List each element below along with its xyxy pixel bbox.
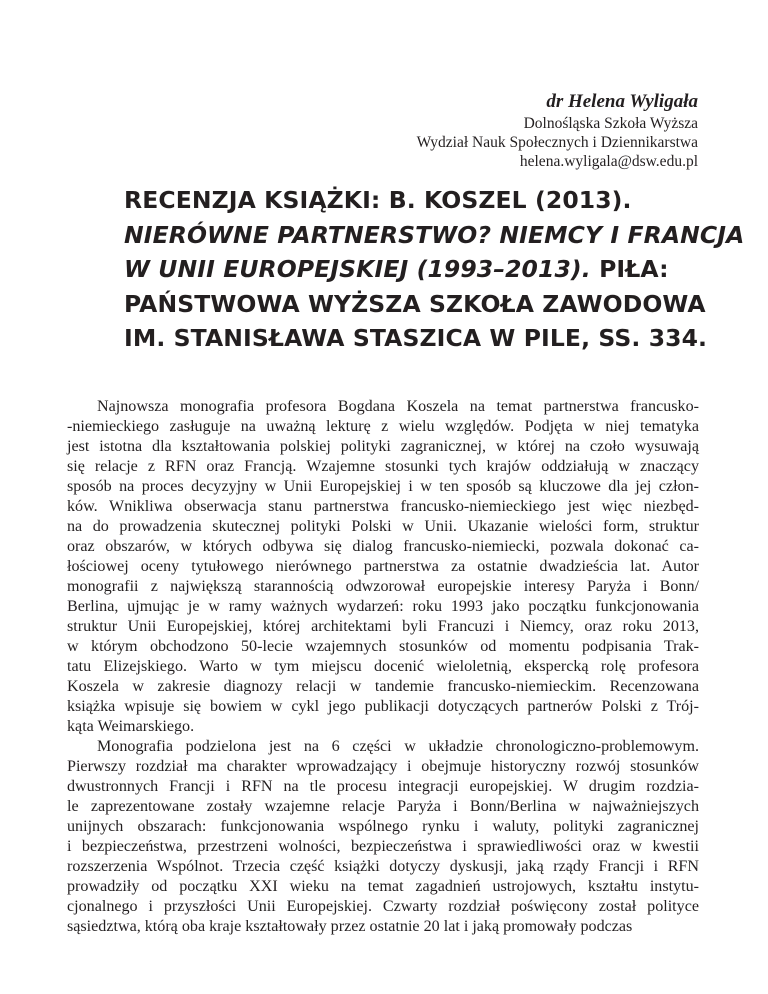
body-line: -niemieckiego zasługuje na uważną lekturę z wielu względów. Podjęta w niej tematyka: [67, 418, 699, 435]
paragraph-2: [67, 737, 699, 937]
paragraph-1: [67, 397, 699, 737]
body-line: jest istotna dla kształtowania polskiej polityki zagranicznej, w której na czoło wysuwają: [67, 438, 699, 455]
body-line: się relacje z RFN oraz Francją. Wzajemne stosunki tych krajów oddziałują w znaczący: [67, 458, 699, 475]
body-line: cjonalnego i przyszłości Unii Europejskiej. Czwarty rozdział poświęcony został polityce: [67, 898, 699, 915]
body-line: Koszela w zakresie diagnozy relacji w tandemie francusko-niemieckim. Recenzowana: [67, 678, 699, 695]
body-line: struktur Unii Europejskiej, której architektami byli Francuzi i Niemcy, oraz roku 2013,: [67, 618, 699, 635]
body-line: tatu Elizejskiego. Warto w tym miejscu docenić wieloletnią, ekspercką rolę profesora: [67, 658, 699, 675]
body-line: sąsiedztwa, którą oba kraje kształtowały przez ostatnie 20 lat i jaką promowały podczas: [67, 918, 633, 935]
body-line: rozszerzenia Wspólnot. Trzecia część książki dotyczy dyskusji, jaką rządy Francji i RFN: [67, 858, 699, 875]
body-line: ków. Wnikliwa obserwacja stanu partnerstwa francusko-niemieckiego jest więc niezbęd-: [67, 498, 699, 515]
affiliation-faculty: Wydział Nauk Społecznych i Dziennikarstwa: [416, 134, 698, 151]
body-line: Najnowsza monografia profesora Bogdana Koszela na temat partnerstwa francusko-: [97, 398, 699, 415]
title-line: RECENZJA KSIĄŻKI: B. KOSZEL (2013).: [124, 186, 632, 214]
body-line: na do prowadzenia skutecznej polityki Polski w Unii. Ukazanie wielości form, struktur: [67, 518, 699, 535]
body-line: unijnych obszarach: funkcjonowania wspólnego rynku i waluty, polityki zagranicznej: [67, 818, 699, 835]
body-line: oraz obszarów, w których odbywa się dialog francusko-niemiecki, pozwala dokonać ca-: [67, 538, 699, 555]
body-line: Berlina, ujmując je w ramy ważnych wydarzeń: roku 1993 jako początku funkcjonowania: [67, 598, 699, 615]
body-line: Pierwszy rozdział ma charakter wprowadzający i obejmuje historyczny rozwój stosunków: [67, 758, 699, 775]
title-line: PAŃSTWOWA WYŻSZA SZKOŁA ZAWODOWA: [124, 289, 706, 318]
body-text: [67, 397, 699, 937]
body-line: w którym obchodzono 50-lecie wzajemnych stosunków od momentu podpisania Trak-: [67, 638, 699, 655]
body-line: kąta Weimarskiego.: [67, 718, 195, 735]
body-line: książka wpisuje się bowiem w cykl jego publikacji dotyczących partnerów Polski z Trój-: [67, 698, 699, 715]
review-title: [124, 183, 745, 356]
author-name: dr Helena Wyligała: [546, 91, 698, 112]
title-line-book: NIERÓWNE PARTNERSTWO? NIEMCY I FRANCJA: [124, 220, 745, 249]
body-line: Monografia podzielona jest na 6 części w układzie chronologiczno-problemowym.: [97, 738, 699, 755]
author-email: helena.wyligala@dsw.edu.pl: [519, 153, 698, 170]
body-line: le zaprezentowane zostały wzajemne relacje Paryża i Bonn/Berlina w najważniejszych: [67, 798, 699, 815]
body-line: łościowej oceny tytułowego nierównego partnerstwa za ostatnie dwadzieścia lat. Autor: [67, 558, 699, 575]
title-publisher-part: PIŁA:: [590, 255, 669, 283]
body-line: prowadziły od początku XXI wieku na temat zagadnień ustrojowych, kształtu instytu-: [67, 878, 699, 895]
title-book-part: W UNII EUROPEJSKIEJ (1993–2013).: [124, 255, 591, 283]
title-line: IM. STANISŁAWA STASZICA W PILE, SS. 334.: [124, 324, 708, 352]
author-block: [417, 90, 698, 171]
affiliation-institution: Dolnośląska Szkoła Wyższa: [523, 115, 698, 132]
body-line: monografii z największą starannością odwzorował europejskie interesy Paryża i Bonn/: [67, 578, 699, 595]
body-line: dwustronnych Francji i RFN na tle procesu integracji europejskiej. W drugim rozdzia-: [67, 778, 699, 795]
body-line: i bezpieczeństwa, przestrzeni wolności, bezpieczeństwa i sprawiedliwości oraz w kwestii: [67, 838, 699, 855]
body-line: sposób na proces decyzyjny w Unii Europejskiej i w ten sposób są kluczowe dla jej człon-: [67, 478, 699, 495]
title-line: [124, 252, 724, 287]
